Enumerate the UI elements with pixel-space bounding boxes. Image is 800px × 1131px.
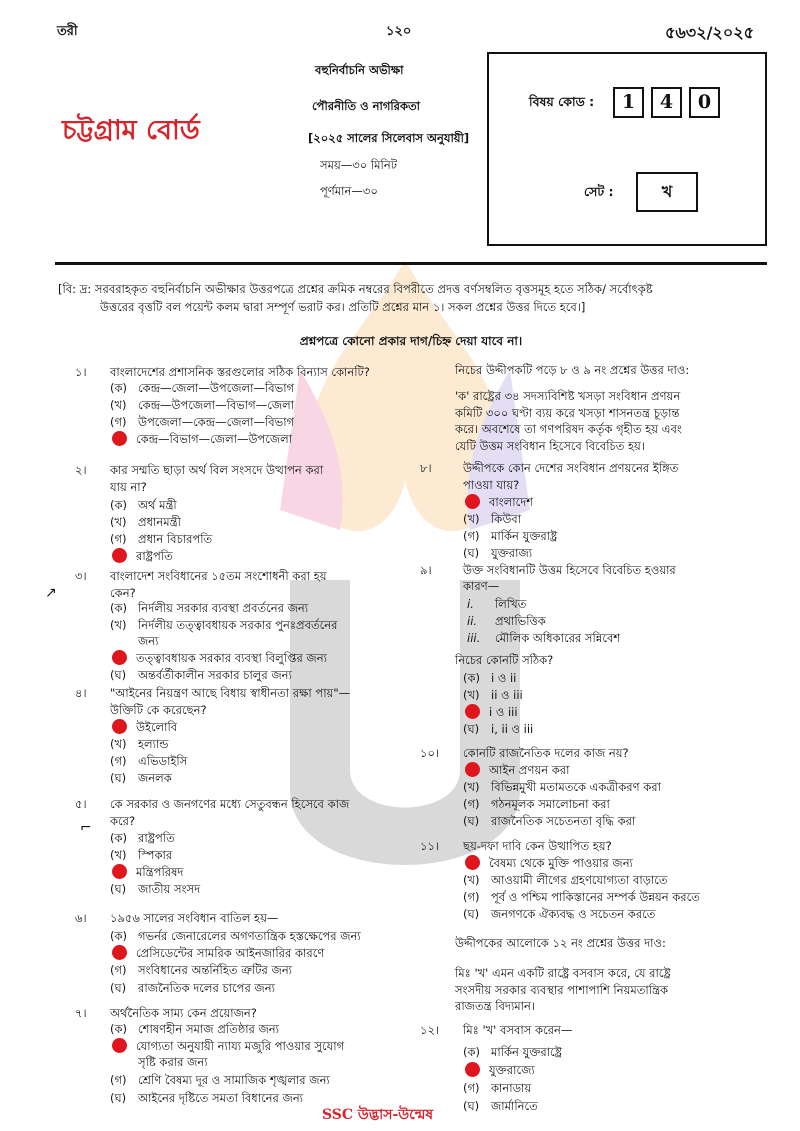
statement-text: মৌলিক অধিকারের সন্নিবেশ bbox=[495, 631, 621, 645]
answer-option[interactable] bbox=[110, 397, 294, 413]
filled-bubble bbox=[112, 945, 127, 960]
answer-option[interactable] bbox=[110, 531, 212, 547]
option-label: (গ) bbox=[463, 890, 480, 904]
question-text: উক্ত সংবিধানটি উত্তম হিসেবে বিবেচিত হওয়ার bbox=[463, 563, 676, 577]
question-number: ৯। bbox=[420, 563, 432, 577]
question-prompt: নিচের কোনটি সঠিক? bbox=[455, 653, 554, 667]
option-label: (ক) bbox=[110, 831, 128, 845]
option-label: (খ) bbox=[110, 848, 127, 862]
answer-option[interactable] bbox=[463, 889, 700, 905]
passage-line: মিঃ 'খ' এমন একটি রাষ্ট্রে বসবাস করে, যে রাষ্ট্রে bbox=[455, 966, 671, 980]
answer-option[interactable] bbox=[463, 906, 655, 922]
answer-option[interactable] bbox=[463, 704, 518, 720]
exam-type: বহুনির্বাচনি অভীক্ষা bbox=[315, 63, 404, 77]
board-name: চট্টগ্রাম বোর্ড bbox=[62, 115, 200, 146]
option-label: (ঘ) bbox=[463, 722, 480, 736]
question-text: ১৯৫৬ সালের সংবিধান বাতিল হয়— bbox=[110, 911, 279, 925]
option-text: যুক্তরাজ্য bbox=[491, 546, 533, 560]
question-number: ৩। bbox=[75, 569, 87, 583]
question-number: ১১। bbox=[420, 839, 440, 853]
answer-option[interactable] bbox=[463, 779, 661, 795]
option-label: (ক) bbox=[110, 929, 128, 943]
option-text: উপজেলা—কেন্দ্র—জেলা—বিভাগ bbox=[138, 415, 295, 429]
option-label: (ঘ) bbox=[463, 546, 480, 560]
option-label: (ক) bbox=[110, 381, 128, 395]
option-label: (গ) bbox=[110, 754, 127, 768]
question-text-cont: কারণ— bbox=[463, 579, 500, 593]
subject-code-digit: 1 bbox=[613, 87, 644, 118]
question-number: ৫। bbox=[75, 797, 87, 811]
answer-option[interactable] bbox=[110, 881, 200, 897]
passage-line: করে। অবশেষে তা গণপরিষদ কর্তৃক গৃহীত হয় এবং bbox=[455, 422, 682, 436]
option-label: (ক) bbox=[110, 601, 128, 615]
option-text: প্রধানমন্ত্রী bbox=[138, 515, 181, 529]
instruction-line-1: [বি: দ্র: সরবরাহকৃত বহুনির্বাচনি অভীক্ষার উত্তরপত্রে প্রশ্নের ক্রমিক নম্বরের বিপরীতে প্রদত্ত বর্ণসম্বলিত বৃত্তসমূহ হতে সঠিক/ সর্বোৎকৃষ্ট bbox=[58, 282, 653, 296]
option-text: বৈষম্য থেকে মুক্তি পাওয়ার জন্য bbox=[489, 856, 633, 870]
question-text: বাংলাদেশের প্রশাসনিক স্তরগুলোর সঠিক বিন্যাস কোনটি? bbox=[110, 365, 370, 379]
answer-option[interactable] bbox=[463, 670, 516, 686]
option-label: (খ) bbox=[110, 737, 127, 751]
filled-bubble bbox=[465, 494, 480, 509]
option-text: আওয়ামী লীগের গ্রহণযোগ্যতা বাড়াতে bbox=[491, 873, 668, 887]
answer-option[interactable] bbox=[463, 721, 533, 737]
exam-time: সময়—৩০ মিনিট bbox=[320, 158, 397, 172]
answer-option[interactable] bbox=[110, 864, 183, 880]
answer-option[interactable] bbox=[110, 667, 292, 683]
answer-option[interactable] bbox=[110, 514, 181, 530]
statement-label: i. bbox=[467, 597, 474, 611]
option-text: কেন্দ্র—জেলা—উপজেলা—বিভাগ bbox=[138, 381, 295, 395]
option-text: জাতীয় সংসদ bbox=[138, 882, 201, 896]
answer-option[interactable] bbox=[463, 872, 668, 888]
option-label: (খ) bbox=[110, 398, 127, 412]
option-label: (ঘ) bbox=[463, 907, 480, 921]
option-label: (গ) bbox=[463, 1081, 480, 1095]
option-text: উইলোবি bbox=[136, 720, 178, 734]
answer-option[interactable] bbox=[463, 494, 533, 510]
page-number: ১২০ bbox=[386, 24, 412, 39]
answer-option[interactable] bbox=[110, 736, 168, 752]
option-text: মার্কিন যুক্তরাষ্ট্র bbox=[491, 529, 558, 543]
question-text: উদ্দীপকে কোন দেশের সংবিধান প্রণয়নের ইঙ্গিত bbox=[463, 461, 679, 475]
answer-option[interactable] bbox=[110, 1021, 279, 1037]
answer-option[interactable] bbox=[110, 945, 324, 961]
option-label: (খ) bbox=[463, 688, 480, 702]
answer-option[interactable] bbox=[463, 1044, 562, 1060]
option-label: (ক) bbox=[463, 671, 481, 685]
answer-option[interactable] bbox=[110, 962, 292, 978]
answer-option[interactable] bbox=[110, 753, 187, 769]
option-text: প্রেসিডেন্টের সামরিক আইনজারির কারণে bbox=[136, 946, 325, 960]
option-text: রাষ্ট্রপতি bbox=[138, 831, 175, 845]
header-divider bbox=[55, 262, 767, 265]
option-text: অন্তর্বর্তীকালীন সরকার চালুর জন্য bbox=[138, 668, 292, 682]
filled-bubble bbox=[112, 719, 127, 734]
option-text: i ও ii bbox=[491, 671, 517, 685]
option-text: যোগ্যতা অনুযায়ী ন্যায্য মজুরি পাওয়ার সুযোগ bbox=[136, 1039, 345, 1053]
option-text: আইনের দৃষ্টিতে সমতা বিধানের জন্য bbox=[138, 1091, 304, 1105]
option-text: নির্দলীয় তত্ত্বাবধায়ক সরকার পুনঃপ্রবর্তনের bbox=[138, 618, 338, 632]
option-text: বিভিন্নমুখী মতামতকে একত্রীকরণ করা bbox=[491, 780, 661, 794]
statement-label: ii. bbox=[467, 614, 478, 628]
option-label: (গ) bbox=[110, 963, 127, 977]
subject-name: পৌরনীতি ও নাগরিকতা bbox=[312, 99, 420, 113]
option-text: গভর্নর জেনারেলের অগণতান্ত্রিক হস্তক্ষেপের জন্য bbox=[138, 929, 361, 943]
answer-option[interactable] bbox=[463, 1098, 538, 1114]
answer-option[interactable] bbox=[463, 528, 557, 544]
question-number: ১০। bbox=[420, 746, 440, 760]
option-label: (ঘ) bbox=[463, 814, 480, 828]
passage-line: 'ক' রাষ্ট্রের ৩৪ সদস্যবিশিষ্ট খসড়া সংবিধান প্রণয়ন bbox=[455, 389, 681, 403]
option-label: (গ) bbox=[463, 529, 480, 543]
option-label: (ক) bbox=[110, 498, 128, 512]
filled-bubble bbox=[112, 431, 127, 446]
set-label: সেট : bbox=[584, 184, 614, 199]
filled-bubble bbox=[465, 704, 480, 719]
answer-option[interactable] bbox=[463, 762, 569, 778]
filled-bubble bbox=[112, 864, 127, 879]
subject-code-label: বিষয় কোড : bbox=[529, 94, 595, 109]
question-text: ছয়-দফা দাবি কেন উত্থাপিত হয়? bbox=[463, 839, 612, 853]
option-text: সংবিধানের অন্তর্নিহিত ত্রুটির জন্য bbox=[138, 963, 293, 977]
footer-brand: SSC উদ্ভাস-উন্মেষ bbox=[322, 1107, 434, 1123]
answer-option[interactable] bbox=[110, 497, 177, 513]
pen-mark: ⌐ bbox=[80, 820, 92, 836]
answer-option[interactable] bbox=[463, 855, 633, 871]
option-text: রাষ্ট্রপতি bbox=[136, 549, 173, 563]
statement-text: প্রথাভিত্তিক bbox=[495, 614, 546, 628]
option-label: (ক) bbox=[110, 1022, 128, 1036]
answer-option[interactable] bbox=[110, 847, 172, 863]
answer-option[interactable] bbox=[463, 1062, 535, 1078]
option-text: বাংলাদেশ bbox=[489, 495, 534, 509]
option-label: (ঘ) bbox=[110, 882, 127, 896]
option-text: এভিডাইসি bbox=[138, 754, 188, 768]
option-label: (খ) bbox=[110, 618, 127, 632]
full-marks: পূর্ণমান—৩০ bbox=[320, 184, 378, 198]
answer-option[interactable] bbox=[463, 813, 635, 829]
option-text: রাজনৈতিক সচেতনতা বৃদ্ধি করা bbox=[491, 814, 636, 828]
answer-option[interactable] bbox=[463, 796, 610, 812]
answer-option[interactable] bbox=[110, 770, 172, 786]
question-text: বাংলাদেশ সংবিধানের ১৫তম সংশোধনী করা হয় bbox=[110, 569, 327, 583]
question-text-cont: করে? bbox=[110, 814, 136, 828]
option-label: (ক) bbox=[463, 1045, 481, 1059]
option-label: (ঘ) bbox=[110, 1091, 127, 1105]
option-text: হল্যান্ড bbox=[138, 737, 169, 751]
option-text: জার্মানিতে bbox=[491, 1099, 538, 1113]
option-text: ii ও iii bbox=[491, 688, 523, 702]
option-label: (খ) bbox=[463, 512, 480, 526]
question-text: কে সরকার ও জনগণের মধ্যে সেতুবন্ধন হিসেবে কাজ bbox=[110, 797, 350, 811]
option-text: i ও iii bbox=[489, 705, 518, 719]
option-text: অর্থ মন্ত্রী bbox=[138, 498, 177, 512]
option-label: (ঘ) bbox=[110, 668, 127, 682]
option-text: শোষণহীন সমাজ প্রতিষ্ঠার জন্য bbox=[138, 1022, 280, 1036]
filled-bubble bbox=[112, 548, 127, 563]
no-mark-notice: প্রশ্নপত্রে কোনো প্রকার দাগ/চিহ্ন দেয়া যাবে না। bbox=[299, 334, 523, 348]
answer-option[interactable] bbox=[110, 431, 292, 447]
answer-option[interactable] bbox=[110, 380, 294, 396]
option-text: স্পিকার bbox=[138, 848, 173, 862]
subject-code-digit: 0 bbox=[689, 87, 720, 118]
answer-option[interactable] bbox=[463, 1080, 531, 1096]
option-label: (খ) bbox=[110, 515, 127, 529]
option-text: তত্ত্বাবধায়ক সরকার ব্যবস্থা বিলুপ্তির জন্য bbox=[136, 651, 327, 665]
subject-code-frame bbox=[487, 52, 767, 246]
option-text: পূর্ব ও পশ্চিম পাকিস্তানের সম্পর্ক উন্নয়ন করতে bbox=[491, 890, 700, 904]
option-text: আইন প্রণয়ন করা bbox=[489, 763, 570, 777]
answer-option[interactable] bbox=[110, 928, 361, 944]
answer-option[interactable] bbox=[110, 617, 337, 633]
option-label: (ঘ) bbox=[110, 771, 127, 785]
question-number: ১। bbox=[75, 365, 87, 379]
option-text: কানাডায় bbox=[491, 1081, 532, 1095]
answer-option[interactable] bbox=[110, 1072, 330, 1088]
answer-option[interactable] bbox=[110, 1090, 303, 1106]
option-label: (খ) bbox=[463, 873, 480, 887]
question-text-cont: যায় না? bbox=[110, 480, 147, 494]
option-label: (গ) bbox=[110, 415, 127, 429]
question-number: ৭। bbox=[75, 1006, 87, 1020]
option-text: যুক্তরাজ্যে bbox=[489, 1063, 535, 1077]
option-text: মন্ত্রিপরিষদ bbox=[136, 865, 184, 879]
answer-option[interactable] bbox=[110, 414, 294, 430]
option-label: (ঘ) bbox=[463, 1099, 480, 1113]
statement-text: লিখিত bbox=[495, 597, 527, 611]
passage-intro: উদ্দীপকের আলোকে ১২ নং প্রশ্নের উত্তর দাও: bbox=[455, 936, 666, 950]
question-number: ৪। bbox=[75, 686, 87, 700]
statement-item bbox=[467, 596, 526, 612]
option-text: কেন্দ্র—বিভাগ—জেলা—উপজেলা bbox=[136, 432, 293, 446]
answer-option[interactable] bbox=[463, 687, 523, 703]
answer-option[interactable] bbox=[463, 545, 532, 561]
question-text-cont: উক্তিটি কে করেছেন? bbox=[110, 703, 207, 717]
answer-option[interactable] bbox=[110, 719, 177, 735]
answer-option[interactable] bbox=[110, 548, 173, 564]
filled-bubble bbox=[465, 855, 480, 870]
option-text-cont: জন্য bbox=[138, 634, 159, 648]
option-text: জনলক bbox=[138, 771, 172, 785]
option-label: (ঘ) bbox=[110, 981, 127, 995]
answer-option[interactable] bbox=[463, 511, 521, 527]
option-label: (গ) bbox=[463, 797, 480, 811]
answer-option[interactable] bbox=[110, 650, 327, 666]
header-left-label: তরী bbox=[57, 24, 78, 39]
filled-bubble bbox=[465, 1062, 480, 1077]
question-text: অর্থনৈতিক সাম্য কেন প্রয়োজন? bbox=[110, 1006, 257, 1020]
pen-mark: ↗ bbox=[45, 585, 57, 601]
question-text: মিঃ 'খ' বসবাস করেন— bbox=[463, 1023, 573, 1037]
option-text: কেন্দ্র—উপজেলা—বিভাগ—জেলা bbox=[138, 398, 295, 412]
set-value: খ bbox=[636, 172, 698, 212]
option-label: (গ) bbox=[110, 532, 127, 546]
passage-line: সংসদীয় সরকার ব্যবস্থার পাশাপাশি নিয়মতান্ত্রিক bbox=[455, 982, 669, 997]
question-text: "আইনের নিয়ন্ত্রণ আছে বিধায় স্বাধীনতা রক্ষা পায়"— bbox=[110, 686, 351, 700]
filled-bubble bbox=[112, 1038, 127, 1053]
answer-option[interactable] bbox=[110, 1038, 344, 1054]
option-text: রাজনৈতিক দলের চাপের জন্য bbox=[138, 981, 275, 995]
question-text: কোনটি রাজনৈতিক দলের কাজ নয়? bbox=[463, 746, 629, 760]
option-text: শ্রেণি বৈষম্য দূর ও সামাজিক শৃঙ্খলার জন্য bbox=[138, 1073, 330, 1087]
answer-option[interactable] bbox=[110, 830, 175, 846]
option-text: জনগণকে ঐক্যবদ্ধ ও সচেতন করতে bbox=[491, 907, 656, 921]
question-number: ৬। bbox=[75, 911, 87, 925]
syllabus-note: [২০২৫ সালের সিলেবাস অনুযায়ী] bbox=[308, 131, 470, 145]
question-text: কার সম্মতি ছাড়া অর্থ বিল সংসদে উত্থাপন করা bbox=[110, 463, 324, 477]
passage-line: যেটি উত্তম সংবিধান হিসেবে বিবেচিত হয়। bbox=[455, 438, 645, 453]
option-label: (খ) bbox=[463, 780, 480, 794]
filled-bubble bbox=[112, 650, 127, 665]
answer-option[interactable] bbox=[110, 600, 308, 616]
filled-bubble bbox=[465, 762, 480, 777]
statement-item bbox=[467, 613, 546, 629]
option-text: কিউবা bbox=[491, 512, 522, 526]
option-text: গঠনমূলক সমালোচনা করা bbox=[491, 797, 610, 811]
passage-line: কমিটি ৩০০ ঘণ্টা ব্যয় করে খসড়া শাসনতন্ত্র চূড়ান্ত bbox=[455, 405, 680, 420]
option-text-cont: সৃষ্টি করার জন্য bbox=[138, 1055, 208, 1069]
subject-code-digit: 4 bbox=[651, 87, 682, 118]
option-label: (গ) bbox=[110, 1073, 127, 1087]
question-number: ২। bbox=[75, 463, 87, 477]
question-text-cont: কেন? bbox=[110, 586, 136, 600]
answer-option[interactable] bbox=[110, 980, 275, 996]
option-text: i, ii ও iii bbox=[491, 722, 534, 736]
question-text-cont: পাওয়া যায়? bbox=[463, 478, 520, 492]
option-text: প্রধান বিচারপতি bbox=[138, 532, 213, 546]
statement-label: iii. bbox=[467, 631, 481, 645]
statement-item bbox=[467, 630, 620, 646]
passage-line: রাজতন্ত্র বিদ্যমান। bbox=[455, 999, 535, 1013]
option-text: মার্কিন যুক্তরাষ্ট্রে bbox=[491, 1045, 562, 1059]
question-number: ১২। bbox=[420, 1023, 440, 1037]
document-code: ৫৬৩২/২০২৫ bbox=[665, 23, 755, 42]
passage-intro: নিচের উদ্দীপকটি পড়ে ৮ ও ৯ নং প্রশ্নের উত্তর দাও: bbox=[455, 363, 690, 377]
question-number: ৮। bbox=[420, 461, 432, 475]
instruction-line-2: উত্তরের বৃত্তটি বল পয়েন্ট কলম দ্বারা সম্পূর্ণ ভরাট কর। প্রতিটি প্রশ্নের মান ১। সকল প্রশ্নের উত্তর দিতে হবে।] bbox=[100, 300, 586, 314]
option-text: নির্দলীয় সরকার ব্যবস্থা প্রবর্তনের জন্য bbox=[138, 601, 309, 615]
